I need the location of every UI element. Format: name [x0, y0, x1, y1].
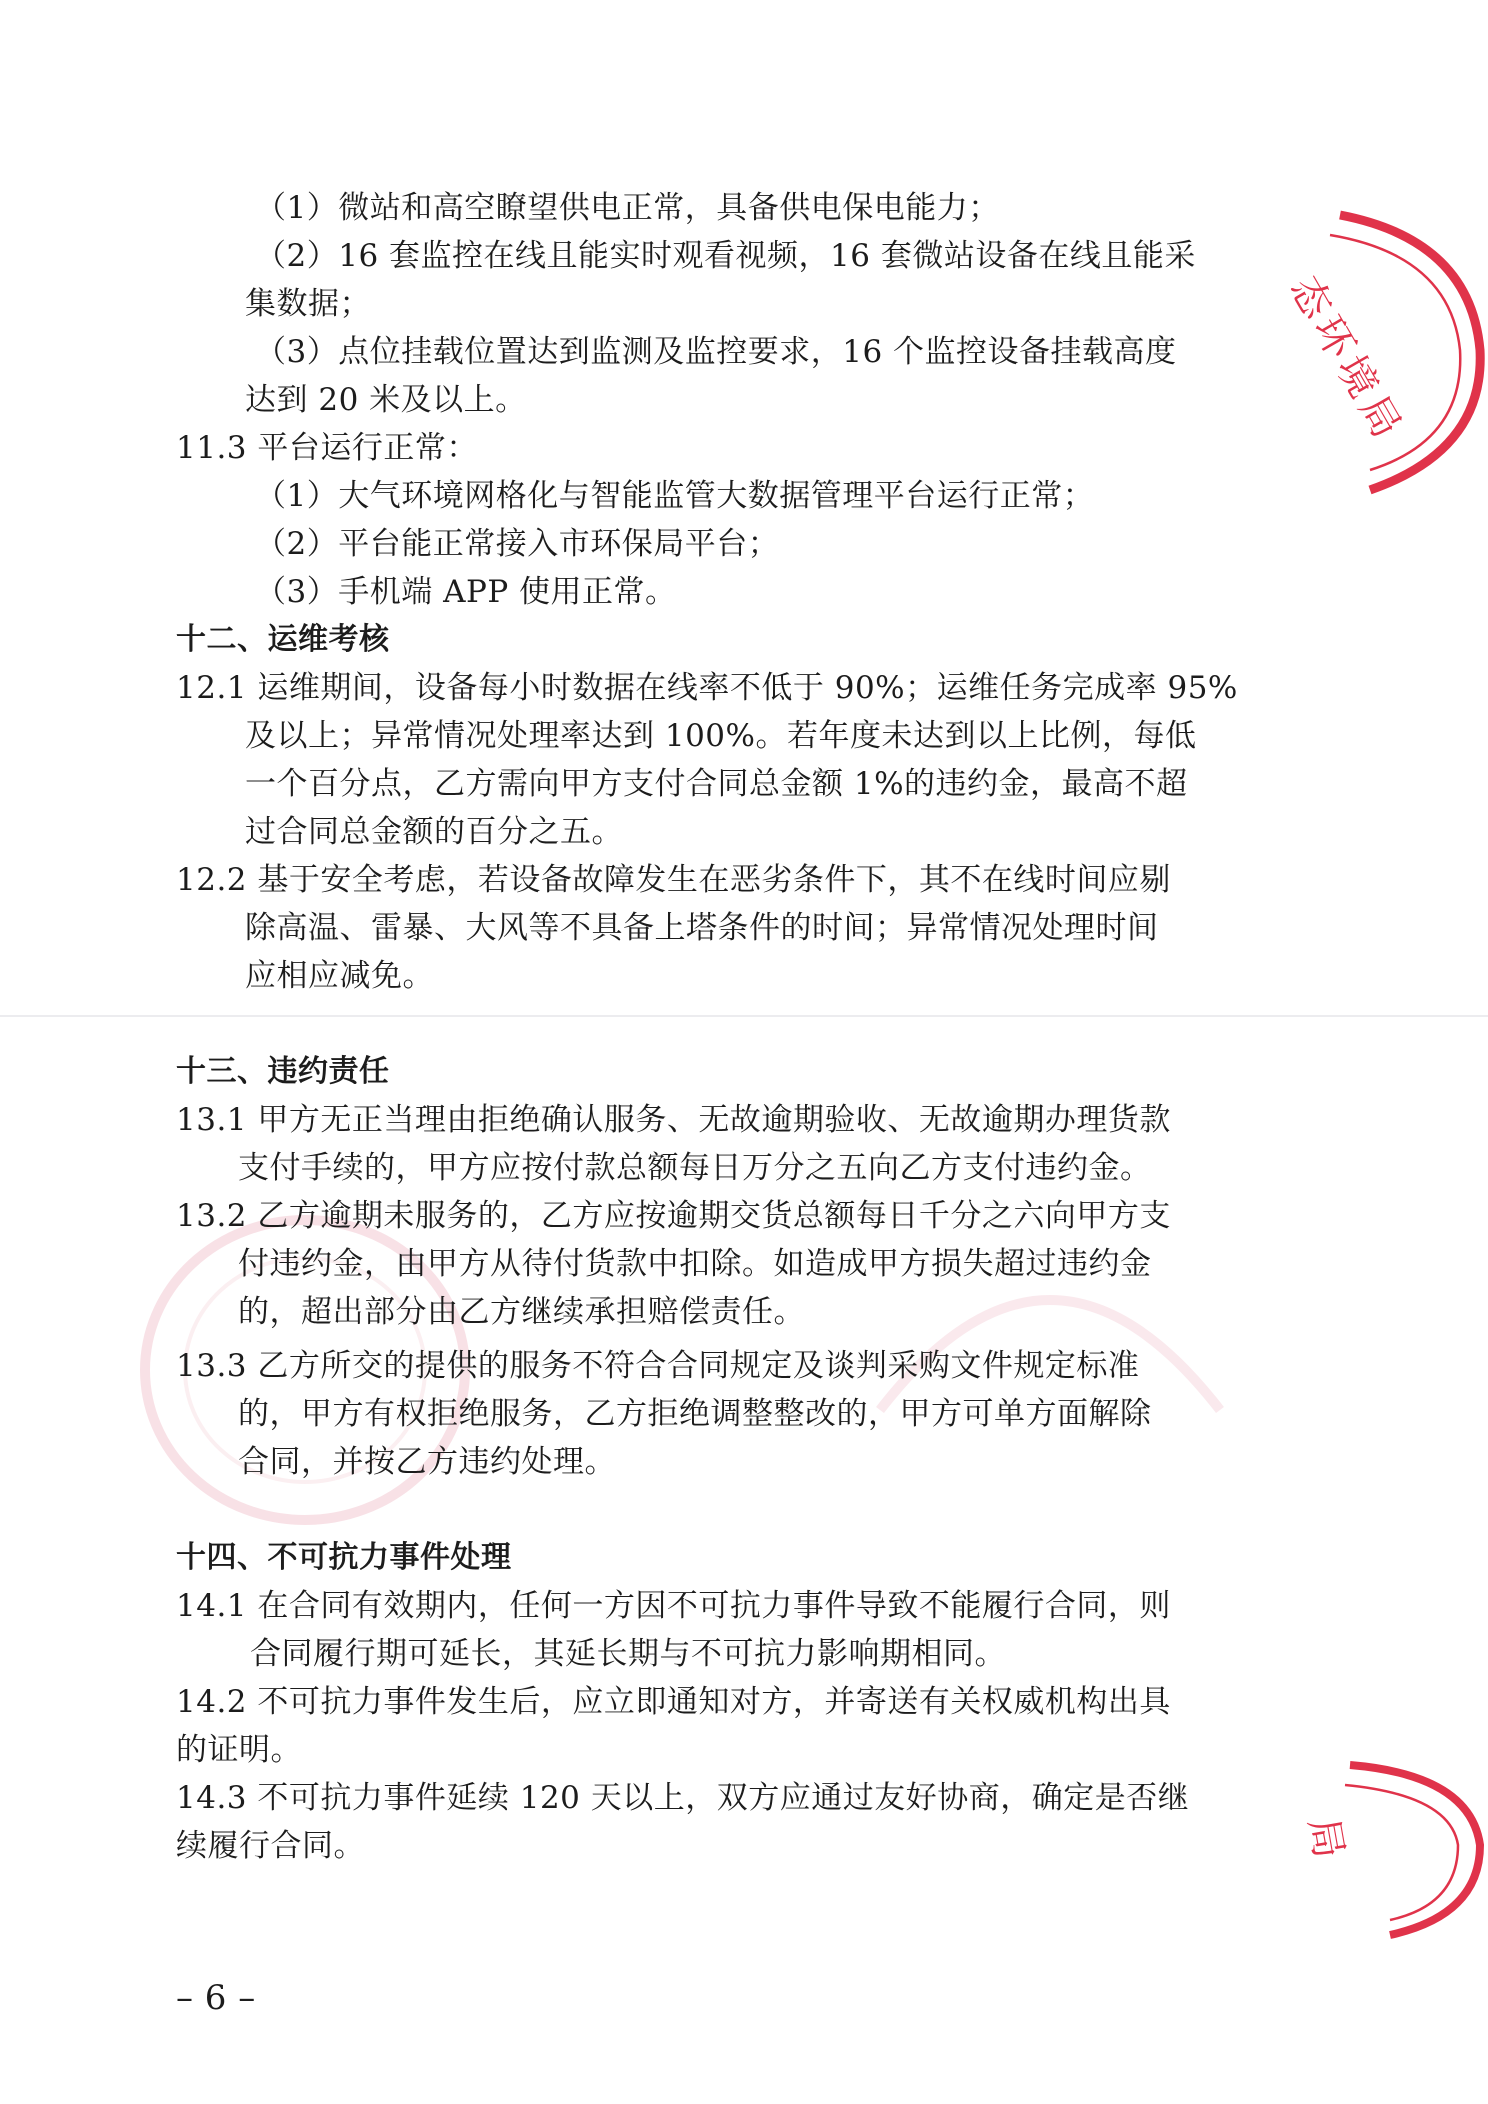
text-line: 支付手续的，甲方应按付款总额每日万分之五向乙方支付违约金。	[238, 1150, 1152, 1186]
text-line: 过合同总金额的百分之五。	[245, 814, 623, 850]
page-number: – 6 –	[176, 1978, 256, 2018]
text-line: 11.3 平台运行正常：	[176, 430, 478, 466]
text-line: 的，甲方有权拒绝服务，乙方拒绝调整整改的，甲方可单方面解除	[238, 1396, 1152, 1432]
red-seal-bottom-text: 局	[1299, 1814, 1352, 1863]
text-line: 达到 20 米及以上。	[245, 382, 527, 418]
section-heading-12: 十二、运维考核	[176, 622, 390, 657]
text-line: （1）微站和高空瞭望供电正常，具备供电保电能力；	[255, 190, 1000, 226]
section-heading-13: 十三、违约责任	[176, 1054, 390, 1089]
section-heading-14: 十四、不可抗力事件处理	[176, 1540, 512, 1575]
text-line: 12.2 基于安全考虑，若设备故障发生在恶劣条件下，其不在线时间应剔	[176, 862, 1171, 898]
text-line: 及以上；异常情况处理率达到 100%。若年度未达到以上比例，每低	[245, 718, 1197, 754]
text-line: 的证明。	[176, 1732, 302, 1768]
text-line: 14.2 不可抗力事件发生后，应立即通知对方，并寄送有关权威机构出具	[176, 1684, 1171, 1720]
text-line: 12.1 运维期间，设备每小时数据在线率不低于 90%；运维任务完成率 95%	[176, 670, 1238, 706]
text-line: （1）大气环境网格化与智能监管大数据管理平台运行正常；	[255, 478, 1095, 514]
red-seal-top-text: 态环境局	[1280, 268, 1413, 451]
text-line: 13.2 乙方逾期未服务的，乙方应按逾期交货总额每日千分之六向甲方支	[176, 1198, 1171, 1234]
text-line: 应相应减免。	[245, 958, 434, 994]
text-line: 付违约金，由甲方从待付货款中扣除。如造成甲方损失超过违约金	[238, 1246, 1152, 1282]
text-line: 14.1 在合同有效期内，任何一方因不可抗力事件导致不能履行合同，则	[176, 1588, 1171, 1624]
text-line: 14.3 不可抗力事件延续 120 天以上，双方应通过友好协商，确定是否继	[176, 1780, 1190, 1816]
scan-artifact-line	[0, 1015, 1488, 1017]
text-line: 的，超出部分由乙方继续承担赔偿责任。	[238, 1294, 805, 1330]
text-line: 一个百分点，乙方需向甲方支付合同总金额 1%的违约金，最高不超	[245, 766, 1188, 802]
text-line: 合同履行期可延长，其延长期与不可抗力影响期相同。	[250, 1636, 1006, 1672]
text-line: （3）点位挂载位置达到监测及监控要求，16 个监控设备挂载高度	[255, 334, 1177, 370]
red-seal-bottom	[1330, 1745, 1488, 1945]
text-line: （2）平台能正常接入市环保局平台；	[255, 526, 780, 562]
text-line: 续履行合同。	[176, 1828, 365, 1864]
text-line: 除高温、雷暴、大风等不具备上塔条件的时间；异常情况处理时间	[245, 910, 1159, 946]
text-line: 13.1 甲方无正当理由拒绝确认服务、无故逾期验收、无故逾期办理货款	[176, 1102, 1171, 1138]
text-line: （3）手机端 APP 使用正常。	[255, 574, 677, 610]
text-line: 集数据；	[245, 286, 371, 322]
text-line: 合同，并按乙方违约处理。	[238, 1444, 616, 1480]
text-line: 13.3 乙方所交的提供的服务不符合合同规定及谈判采购文件规定标准	[176, 1348, 1140, 1384]
text-line: （2）16 套监控在线且能实时观看视频，16 套微站设备在线且能采	[255, 238, 1196, 274]
